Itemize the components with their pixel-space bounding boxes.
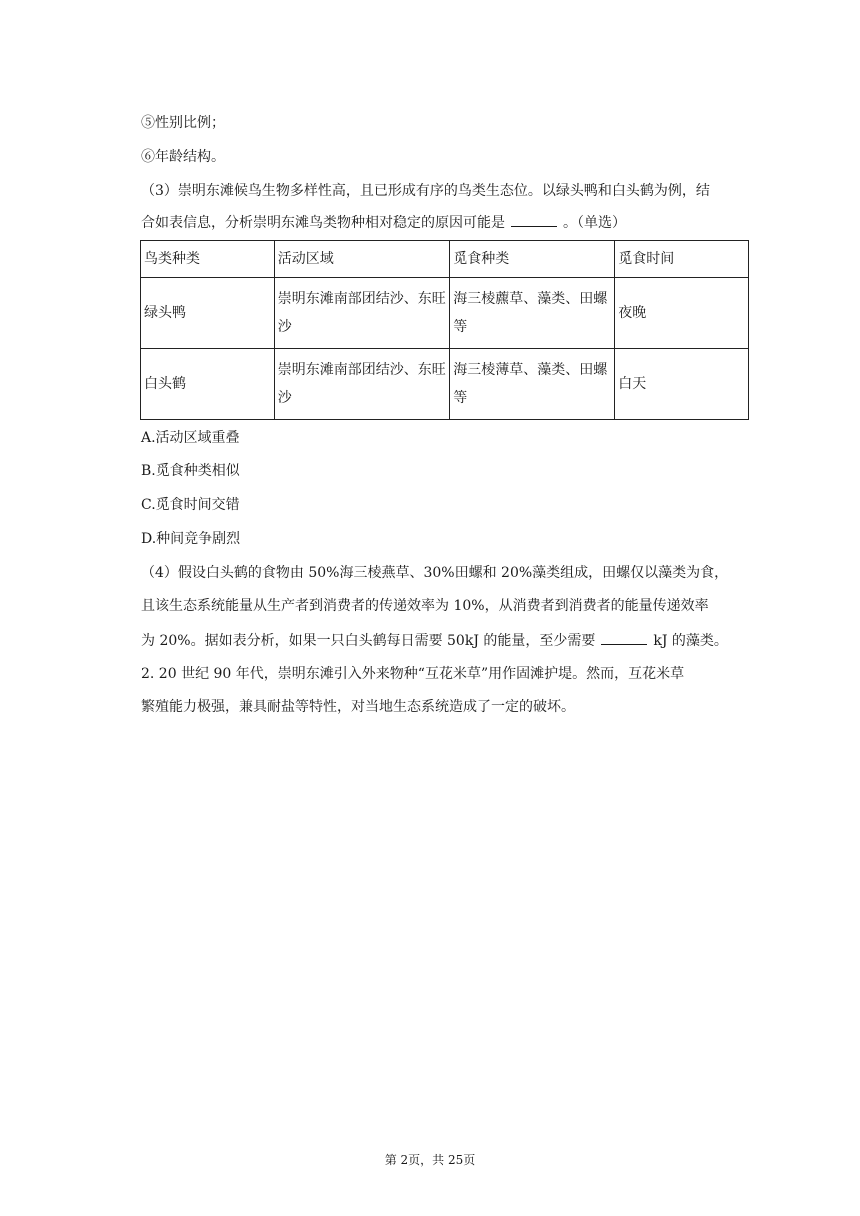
- item-sex-ratio: ⑤性别比例；: [141, 115, 225, 131]
- question-4-line-1: （4）假设白头鹤的食物由 50%海三棱燕草、30%田螺和 20%藻类组成，田螺仅以藻类为食，: [141, 565, 729, 581]
- table-header-cell: 鸟类种类: [141, 241, 275, 278]
- question-3-line-2: [141, 212, 626, 233]
- table-cell: 海三棱薄草、藻类、田螺等: [450, 349, 615, 420]
- table-cell: 崇明东滩南部团结沙、东旺沙: [274, 349, 450, 420]
- table-header-cell: 觅食时间: [615, 241, 749, 278]
- table-header-cell: 觅食种类: [450, 241, 615, 278]
- question-4-line-2: 且该生态系统能量从生产者到消费者的传递效率为 10%，从消费者到消费者的能量传递效率: [141, 598, 709, 614]
- table-cell: 海三棱藨草、藻类、田螺等: [450, 278, 615, 349]
- question-4-suffix: kJ 的藻类。: [653, 633, 728, 649]
- table-cell: 白头鹤: [141, 349, 275, 420]
- table-cell: 崇明东滩南部团结沙、东旺沙: [274, 278, 450, 349]
- option-a: A.活动区域重叠: [141, 430, 240, 446]
- answer-blank: [601, 630, 647, 645]
- table-row: [141, 278, 749, 349]
- option-d: D.种间竞争剧烈: [141, 531, 241, 547]
- question-2-line-1: 2. 20 世纪 90 年代，崇明东滩引入外来物种“互花米草”用作固滩护堤。然而，互花米草: [141, 666, 685, 682]
- table-cell: 夜晚: [615, 278, 749, 349]
- page-footer: 第 2页，共 25页: [384, 1153, 476, 1167]
- table-row: [141, 349, 749, 420]
- table-cell: 白天: [615, 349, 749, 420]
- table-header-row: [141, 241, 749, 278]
- table-header-cell: 活动区域: [274, 241, 450, 278]
- question-4-text: 为 20%。据如表分析，如果一只白头鹤每日需要 50kJ 的能量，至少需要: [141, 633, 596, 649]
- bird-table: [140, 240, 749, 420]
- option-b: B.觅食种类相似: [141, 463, 240, 479]
- question-3-suffix: 。（单选）: [563, 215, 626, 231]
- question-3-line-1: （3）崇明东滩候鸟生物多样性高，且已形成有序的鸟类生态位。以绿头鸭和白头鹤为例，结: [141, 183, 710, 199]
- question-4-line-3: [141, 630, 728, 651]
- item-age-structure: ⑥年龄结构。: [141, 149, 225, 165]
- option-c: C.觅食时间交错: [141, 497, 240, 513]
- answer-blank: [511, 212, 557, 227]
- question-2-line-2: 繁殖能力极强，兼具耐盐等特性，对当地生态系统造成了一定的破坏。: [141, 699, 575, 715]
- table-cell: 绿头鸭: [141, 278, 275, 349]
- question-3-text: 合如表信息，分析崇明东滩鸟类物种相对稳定的原因可能是: [141, 215, 505, 231]
